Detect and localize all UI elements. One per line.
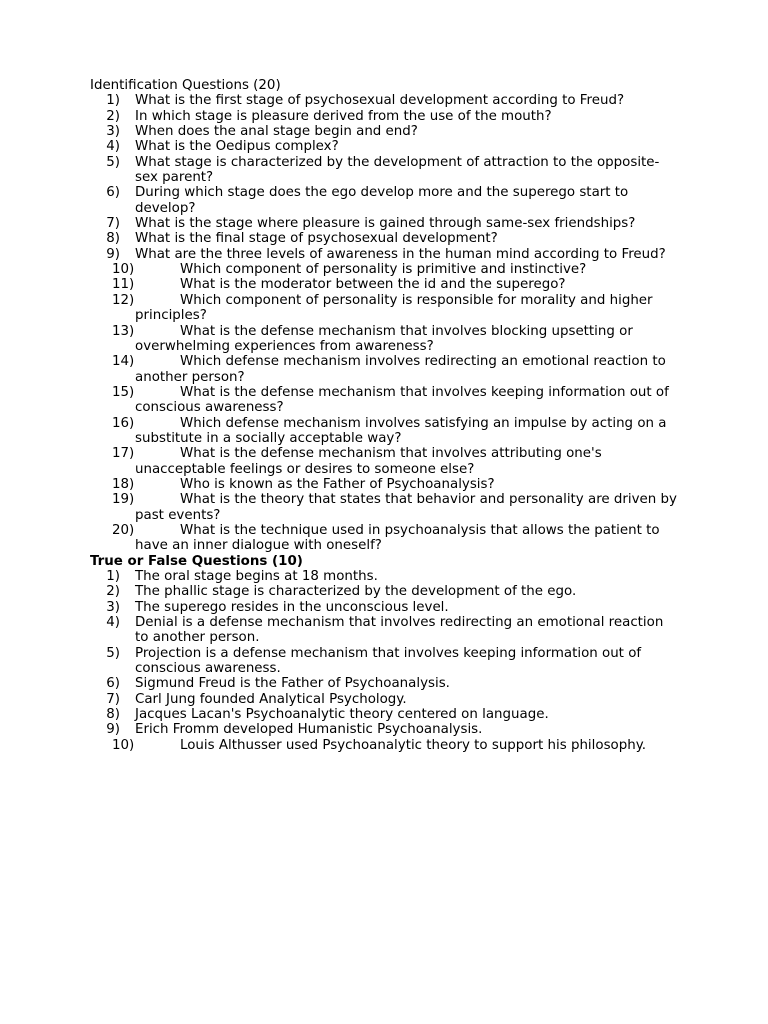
true-false-statement [90,584,680,599]
item-text: Projection is a defense mechanism that involves keeping information out of conscious awareness. [135,645,642,677]
item-text: What is the defense mechanism that involves blocking upsetting or overwhelming experiences from awareness? [135,323,633,354]
item-text: What are the three levels of awareness in the human mind according to Freud? [135,246,666,262]
item-number: 8) [106,231,120,247]
item-text: Erich Fromm developed Humanistic Psychoanalysis. [135,722,483,738]
item-number: 11) [112,277,135,293]
identification-question [90,477,680,492]
item-number: 20) [112,522,135,538]
item-text: When does the anal stage begin and end? [135,124,418,140]
item-number: 10) [112,262,135,278]
item-number: 12) [112,292,135,308]
identification-question [90,155,680,186]
identification-question [90,93,680,108]
item-number: 15) [112,384,135,400]
identification-question [90,492,680,523]
item-number: 4) [106,139,120,155]
item-text: Denial is a defense mechanism that involves redirecting an emotional reaction to another person. [135,615,664,646]
item-text: Jacques Lacan's Psychoanalytic theory centered on language. [135,707,549,723]
item-number: 8) [106,707,120,723]
item-number: 14) [112,354,135,370]
item-text: What is the technique used in psychoanalysis that allows the patient to have an inner dialogue with oneself? [135,522,660,554]
item-text: Which component of personality is primitive and instinctive? [180,262,587,278]
identification-question [90,385,680,416]
item-text: Carl Jung founded Analytical Psychology. [135,691,407,707]
item-text: What is the theory that states that behavior and personality are driven by past events? [135,492,677,523]
item-text: What is the defense mechanism that involves attributing one's unacceptable feelings or desires to someone else? [135,446,602,477]
item-text: What is the first stage of psychosexual development according to Freud? [135,93,625,109]
item-text: The superego resides in the unconscious level. [135,599,449,615]
identification-question [90,277,680,292]
true-false-statement [90,676,680,691]
item-number: 4) [106,615,120,631]
true-false-statement [90,707,680,722]
item-text: In which stage is pleasure derived from the use of the mouth? [135,108,552,124]
item-text: Which component of personality is responsible for morality and higher principles? [135,292,653,324]
item-number: 17) [112,446,135,462]
identification-question [90,124,680,139]
item-text: Who is known as the Father of Psychoanalysis? [180,476,495,492]
identification-question [90,216,680,231]
true-false-statement [90,646,680,677]
item-text: Sigmund Freud is the Father of Psychoanalysis. [135,676,450,692]
true-false-statement [90,738,680,753]
true-false-heading: True or False Questions (10) [90,553,303,569]
item-text: What stage is characterized by the development of attraction to the opposite-sex parent? [135,154,660,186]
item-text: What is the stage where pleasure is gained through same-sex friendships? [135,216,636,232]
item-text: What is the moderator between the id and the superego? [180,277,566,293]
item-number: 2) [106,584,120,600]
item-number: 6) [106,676,120,692]
item-number: 1) [106,93,120,109]
identification-question [90,293,680,324]
identification-question [90,354,680,385]
identification-question [90,324,680,355]
identification-question [90,247,680,262]
item-text: The oral stage begins at 18 months. [135,569,378,584]
item-number: 19) [112,492,135,508]
true-false-statement [90,615,680,646]
item-text: Louis Althusser used Psychoanalytic theory to support his philosophy. [180,737,646,753]
document-body [90,78,680,753]
identification-question [90,109,680,124]
identification-question [90,185,680,216]
item-text: What is the Oedipus complex? [135,139,339,155]
identification-question [90,523,680,554]
item-number: 10) [112,737,135,753]
true-false-statement [90,692,680,707]
identification-heading: Identification Questions (20) [90,78,281,93]
item-number: 5) [106,154,120,170]
item-number: 3) [106,599,120,615]
identification-question [90,416,680,447]
item-number: 6) [106,185,120,201]
item-text: The phallic stage is characterized by the development of the ego. [135,584,577,600]
item-text: Which defense mechanism involves satisfying an impulse by acting on a substitute in a socially acceptable way? [135,415,667,446]
identification-question [90,139,680,154]
identification-question [90,231,680,246]
item-text: Which defense mechanism involves redirecting an emotional reaction to another person? [135,354,666,385]
item-number: 3) [106,124,120,140]
item-number: 13) [112,323,135,339]
true-false-list [90,569,680,753]
item-number: 9) [106,246,120,262]
identification-question [90,446,680,477]
item-text: What is the defense mechanism that involves keeping information out of conscious awareness? [135,384,669,416]
true-false-statement [90,600,680,615]
item-text: During which stage does the ego develop more and the superego start to develop? [135,185,629,216]
item-number: 2) [106,108,120,124]
item-number: 16) [112,415,135,431]
item-number: 5) [106,645,120,661]
item-number: 7) [106,216,120,232]
item-number: 18) [112,476,135,492]
identification-question [90,262,680,277]
true-false-statement [90,569,680,584]
item-number: 1) [106,569,120,584]
item-number: 9) [106,722,120,738]
identification-list [90,93,680,553]
item-number: 7) [106,691,120,707]
true-false-statement [90,722,680,737]
item-text: What is the final stage of psychosexual development? [135,231,498,247]
